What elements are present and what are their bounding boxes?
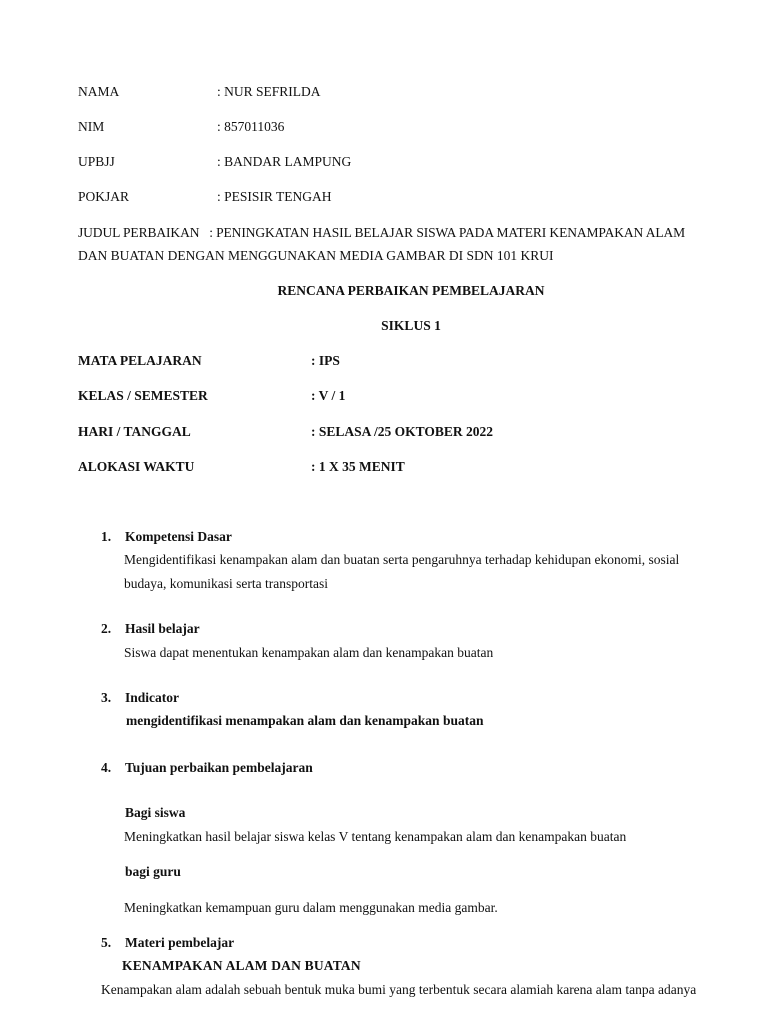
- section-4-siswa-heading: Bagi siswa: [125, 805, 186, 820]
- alokasi-label: ALOKASI WAKTU: [78, 459, 195, 474]
- alokasi-value: : 1 X 35 MENIT: [311, 459, 405, 474]
- document-title: RENCANA PERBAIKAN PEMBELAJARAN: [277, 283, 545, 298]
- section-3-heading: Indicator: [125, 690, 179, 705]
- section-4-number: 4.: [101, 760, 112, 775]
- section-5-heading: Materi pembelajar: [125, 935, 235, 950]
- kelas-label: KELAS / SEMESTER: [78, 388, 208, 403]
- mapel-label: MATA PELAJARAN: [78, 353, 202, 368]
- upbjj-value: : BANDAR LAMPUNG: [217, 154, 352, 169]
- hari-label: HARI / TANGGAL: [78, 424, 191, 439]
- section-2-heading: Hasil belajar: [125, 621, 200, 636]
- pokjar-value: : PESISIR TENGAH: [217, 189, 332, 204]
- section-4-heading: Tujuan perbaikan pembelajaran: [125, 760, 313, 775]
- nim-label: NIM: [78, 119, 105, 134]
- section-4-guru-text: Meningkatkan kemampuan guru dalam menggunakan media gambar.: [124, 900, 498, 915]
- section-3-text: mengidentifikasi menampakan alam dan kenampakan buatan: [126, 713, 484, 728]
- pokjar-label: POKJAR: [78, 189, 130, 204]
- section-4-guru-heading: bagi guru: [125, 864, 181, 879]
- nama-value: : NUR SEFRILDA: [217, 84, 321, 99]
- kelas-value: : V / 1: [311, 388, 346, 403]
- section-3-number: 3.: [101, 690, 112, 705]
- document-subtitle: SIKLUS 1: [381, 318, 441, 333]
- section-5-subheading: KENAMPAKAN ALAM DAN BUATAN: [122, 958, 361, 973]
- nama-label: NAMA: [78, 84, 120, 99]
- section-2-number: 2.: [101, 621, 112, 636]
- section-1-text-line-1: Mengidentifikasi kenampakan alam dan buatan serta pengaruhnya terhadap kehidupan ekonomi, sosial: [124, 552, 680, 567]
- section-5-text-line-1: Kenampakan alam adalah sebuah bentuk muka bumi yang terbentuk secara alamiah karena alam tanpa adanya: [101, 982, 697, 997]
- judul-line-1: JUDUL PERBAIKAN : PENINGKATAN HASIL BELAJAR SISWA PADA MATERI KENAMPAKAN ALAM: [78, 225, 686, 240]
- section-1-number: 1.: [101, 529, 112, 544]
- judul-line-2: DAN BUATAN DENGAN MENGGUNAKAN MEDIA GAMBAR DI SDN 101 KRUI: [78, 248, 554, 263]
- hari-value: : SELASA /25 OKTOBER 2022: [311, 424, 494, 439]
- section-1-heading: Kompetensi Dasar: [125, 529, 232, 544]
- section-1-text-line-2: budaya, komunikasi serta transportasi: [124, 576, 328, 591]
- section-2-text: Siswa dapat menentukan kenampakan alam dan kenampakan buatan: [124, 645, 494, 660]
- mapel-value: : IPS: [311, 353, 340, 368]
- section-5-number: 5.: [101, 935, 112, 950]
- upbjj-label: UPBJJ: [78, 154, 115, 169]
- section-4-siswa-text: Meningkatkan hasil belajar siswa kelas V tentang kenampakan alam dan kenampakan buatan: [124, 829, 627, 844]
- nim-value: : 857011036: [217, 119, 285, 134]
